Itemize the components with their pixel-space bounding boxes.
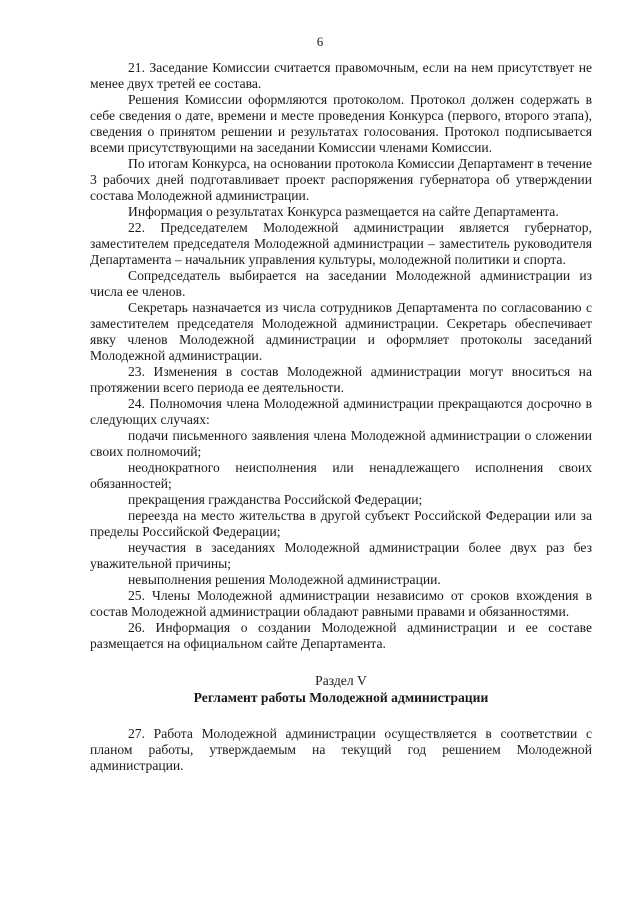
paragraph-27: 27. Работа Молодежной администрации осуществляется в соответствии с планом работы, утверждаемым на текущий год решением Молодежной администрации. [90, 726, 592, 773]
list-item-absence: неучастия в заседаниях Молодежной администрации более двух раз без уважительной причины; [90, 540, 592, 571]
list-item-nonperformance: неоднократного неисполнения или ненадлежащего исполнения своих обязанностей; [90, 460, 592, 491]
list-item-relocation: переезда на место жительства в другой субъект Российской Федерации или за пределы Российской Федерации; [90, 508, 592, 539]
list-item-noncompliance: невыполнения решения Молодежной администрации. [128, 572, 441, 587]
paragraph-24: 24. Полномочия члена Молодежной администрации прекращаются досрочно в следующих случаях: [90, 396, 592, 427]
document-body [90, 60, 592, 774]
paragraph-25: 25. Члены Молодежной администрации независимо от сроков вхождения в состав Молодежной администрации обладают равными правами и обязанностями. [90, 588, 592, 619]
paragraph-23: 23. Изменения в состав Молодежной администрации могут вноситься на протяжении всего периода ее деятельности. [90, 364, 592, 395]
paragraph-info-results: Информация о результатах Конкурса размещается на сайте Департамента. [128, 204, 559, 219]
section-label: Раздел V [315, 673, 367, 688]
list-item-resignation: подачи письменного заявления члена Молодежной администрации о сложении своих полномочий; [90, 428, 592, 459]
paragraph-21: 21. Заседание Комиссии считается правомочным, если на нем присутствует не менее двух третей ее состава. [90, 60, 592, 91]
paragraph-cochair: Сопредседатель выбирается на заседании Молодежной администрации из числа ее членов. [90, 268, 592, 299]
paragraph-protocol: Решения Комиссии оформляются протоколом. Протокол должен содержать в себе сведения о дате, времени и месте проведения Конкурса (первого, второго этапа), сведения о принятом решении и результатах голосования. Протокол подписывается всеми присутствующими на заседании Комиссии членами Комиссии. [90, 92, 592, 155]
section-title: Регламент работы Молодежной администрации [193, 690, 489, 705]
paragraph-secretary: Секретарь назначается из числа сотрудников Департамента по согласованию с заместителем председателя Молодежной администрации. Секретарь обеспечивает явку членов Молодежной администрации и оформляет протоколы заседаний Молодежной администрации. [90, 300, 592, 363]
paragraph-22: 22. Председателем Молодежной администрации является губернатор, заместителем председателя Молодежной администрации – заместитель руководителя Департамента – начальник управления культуры, молодежной политики и спорта. [90, 220, 592, 267]
paragraph-results: По итогам Конкурса, на основании протокола Комиссии Департамент в течение 3 рабочих дней подготавливает проект распоряжения губернатора об утверждении состава Молодежной администрации. [90, 156, 592, 203]
page-number: 6 [316, 34, 324, 49]
list-item-citizenship: прекращения гражданства Российской Федерации; [128, 492, 423, 507]
paragraph-26: 26. Информация о создании Молодежной администрации и ее составе размещается на официальном сайте Департамента. [90, 620, 592, 651]
